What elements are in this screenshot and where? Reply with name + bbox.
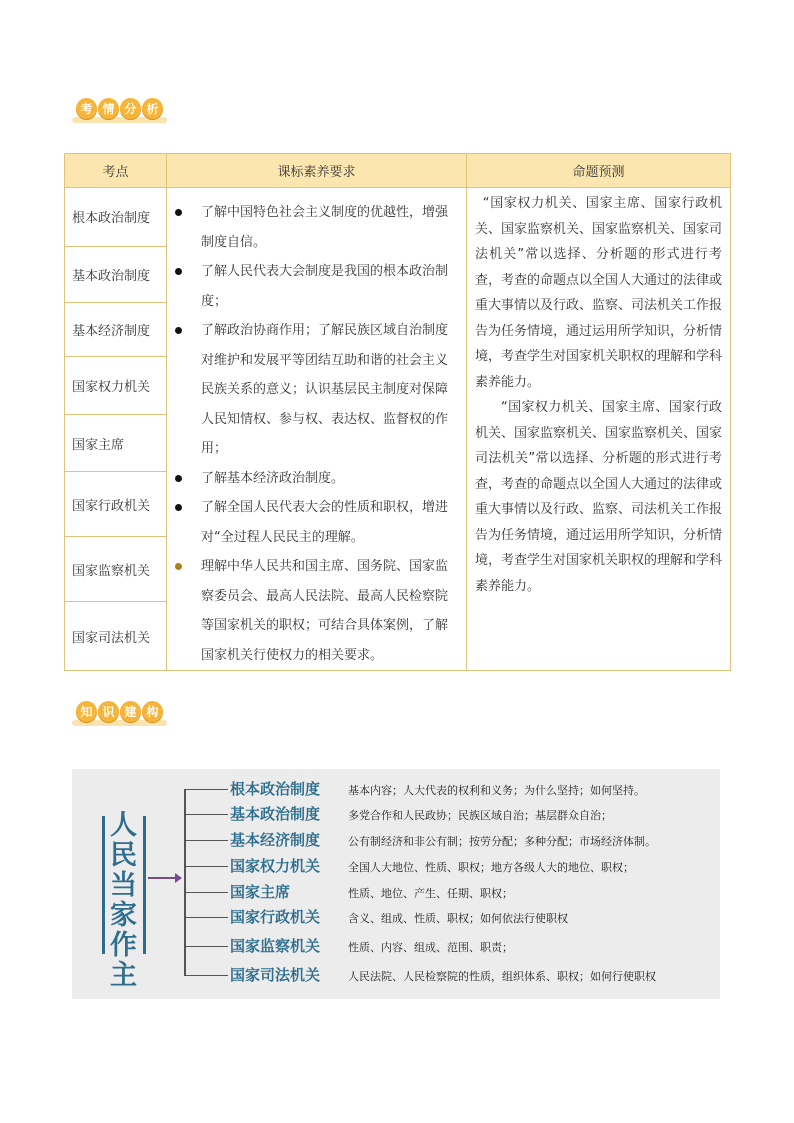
bullet-icon <box>175 504 182 511</box>
prediction-cell <box>467 188 731 671</box>
requirement-item <box>175 493 456 552</box>
requirement-item <box>175 198 456 257</box>
requirement-item <box>175 316 456 464</box>
requirement-text: 了解中国特色社会主义制度的优越性，增强制度自信。 <box>201 205 449 250</box>
requirements-cell <box>167 188 467 671</box>
branch-description: 性质、地位、产生、任期、职权； <box>348 887 513 900</box>
bullet-icon <box>175 475 182 482</box>
bullet-icon <box>175 327 182 334</box>
topic-cell: 国家监察机关 <box>65 537 167 602</box>
branch-item <box>184 777 794 803</box>
branch-label: 国家权力机关 <box>230 857 321 875</box>
badge-char: 建 <box>120 701 141 722</box>
branch-item <box>184 828 794 854</box>
branch-description: 性质、内容、组成、范围、职责； <box>348 941 513 954</box>
branch-label: 根本政治制度 <box>230 780 321 798</box>
root-frame <box>102 810 146 991</box>
branch-label: 基本经济制度 <box>230 831 321 849</box>
header-topic: 考点 <box>65 154 167 188</box>
bullet-icon <box>175 563 182 570</box>
badge-char: 识 <box>98 701 119 722</box>
prediction-paragraph: “国家权力机关、国家主席、国家行政机关、国家监察机关、国家监察机关、国家司法机关”常以选择、分析题的形式进行考查，考查的命题点以全国人大通过的法律或重大事情以及行政、监察、司法机关工作报告为任务情境，通过运用所学知识，分析情境，考查学生对国家机关职权的理解和学科素养能力。 <box>475 400 723 594</box>
knowledge-structure-diagram <box>72 769 720 999</box>
bullet-icon <box>175 268 182 275</box>
frame-line <box>102 816 105 954</box>
section-badge-exam-analysis <box>76 98 163 119</box>
badge-char: 析 <box>142 98 163 119</box>
prediction-paragraph: “国家权力机关、国家主席、国家行政机关、国家监察机关、国家监察机关、国家司法机关”常以选择、分析题的形式进行考查，考查的命题点以全国人大通过的法律或重大事情以及行政、监察、司法机关工作报告为任务情境，通过运用所学知识，分析情境，考查学生对国家机关职权的理解和学科素养能力。 <box>475 196 723 390</box>
branch-item <box>184 854 794 880</box>
branch-label: 国家司法机关 <box>230 966 321 984</box>
branch-label: 国家主席 <box>230 883 291 901</box>
requirement-text: 了解基本经济政治制度。 <box>201 470 345 486</box>
bullet-icon <box>175 209 182 216</box>
branch-item <box>184 802 794 828</box>
topic-cell: 基本政治制度 <box>65 246 167 303</box>
branch-item <box>184 963 794 989</box>
requirement-item <box>175 257 456 316</box>
requirement-text: 了解政治协商作用；了解民族区域自治制度对维护和发展平等团结互助和谐的社会主义民族关系的意义；认识基层民主制度对保障人民知情权、参与权、表达权、监督权的作用； <box>201 323 449 456</box>
arrow-right-icon <box>148 877 180 879</box>
branch-label: 基本政治制度 <box>230 805 321 823</box>
table-row <box>65 188 731 247</box>
topic-cell: 国家司法机关 <box>65 602 167 671</box>
topic-cell: 国家权力机关 <box>65 357 167 415</box>
root-title: 人民当家作主 <box>110 810 138 991</box>
branch-item <box>184 905 794 931</box>
badge-char: 分 <box>120 98 141 119</box>
branch-description: 公有制经济和非公有制；按劳分配；多种分配；市场经济体制。 <box>348 835 656 848</box>
topic-cell: 国家主席 <box>65 414 167 472</box>
branch-description: 含义、组成、性质、职权；如何依法行使职权 <box>348 912 568 925</box>
requirement-text: 了解人民代表大会制度是我国的根本政治制度； <box>201 264 449 309</box>
branch-description: 全国人大地位、性质、职权；地方各级人大的地位、职权； <box>348 861 634 874</box>
table-header-row <box>65 154 731 188</box>
badge-char: 考 <box>76 98 97 119</box>
topic-cell: 基本经济制度 <box>65 303 167 357</box>
branch-item <box>184 880 794 906</box>
requirement-item <box>175 552 456 670</box>
requirement-item <box>175 464 456 494</box>
badge-char: 知 <box>76 701 97 722</box>
exam-analysis-table <box>64 153 730 662</box>
branch-description: 人民法院、人民检察院的性质，组织体系、职权；如何行使职权 <box>348 970 656 983</box>
header-prediction: 命题预测 <box>467 154 731 188</box>
header-requirements: 课标素养要求 <box>167 154 467 188</box>
badge-char: 构 <box>142 701 163 722</box>
branch-item <box>184 934 794 960</box>
badge-char: 情 <box>98 98 119 119</box>
topic-cell: 根本政治制度 <box>65 188 167 247</box>
requirement-text: 了解全国人民代表大会的性质和职权，增进对“全过程人民民主的理解。 <box>201 500 449 545</box>
frame-line <box>143 816 146 954</box>
branch-label: 国家监察机关 <box>230 937 321 955</box>
requirement-text: 理解中华人民共和国主席、国务院、国家监察委员会、最高人民法院、最高人民检察院等国家机关的职权；可结合具体案例，了解国家机关行使权力的相关要求。 <box>201 559 449 663</box>
branch-description: 多党合作和人民政协；民族区域自治；基层群众自治； <box>348 809 612 822</box>
section-badge-knowledge-structure <box>76 701 163 722</box>
branch-description: 基本内容；人大代表的权利和义务；为什么坚持；如何坚持。 <box>348 784 645 797</box>
branch-label: 国家行政机关 <box>230 908 321 926</box>
topic-cell: 国家行政机关 <box>65 472 167 537</box>
